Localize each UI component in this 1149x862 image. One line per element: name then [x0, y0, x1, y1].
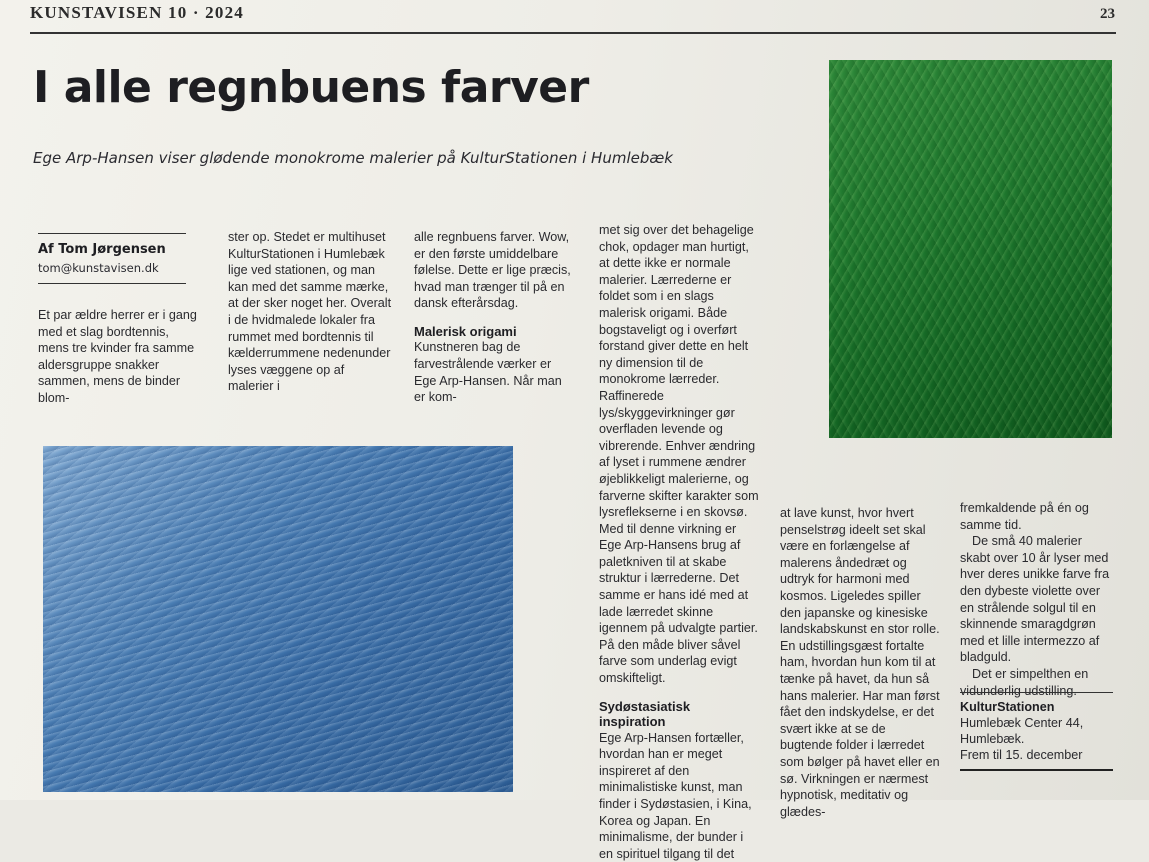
paragraph: Det er simpelthen en vidunderlig udstilling. — [960, 666, 1089, 698]
paragraph: met sig over det behagelige chok, opdager man hurtigt, at dette ikke er normale malerier. Lærrederne er foldet som i en slags malerisk origami. Både bogstaveligt og i overført forstand giver dette en helt ny dimension til de monokrome lærreder. Raffinerede lys/skyggevirkninger gør overfladen levende og vibrerende. Enhver ændring af lyset i rummene ændrer øjeblikkeligt malerierne, og farverne skifter karakter som lysreflekserne i en skovsø. Med til denne virkning er Ege Arp-Hansens brug af paletkniven til at skabe struktur i lærrederne. Det samme er hans idé med at lade lærredet skinne igennem på udvalgte partier. På den måde bliver såvel farve som underlag evigt omskifteligt. — [599, 223, 759, 686]
paragraph: at lave kunst, hvor hvert penselstrøg ideelt set skal være en forlængelse af malerens åndedræt og udtryk for harmoni med kosmos. Ligeledes spiller den japanske og kinesiske landskabskunst en stor rolle. En udstillingsgæst fortalte ham, hvordan hun kom til at tænke på havet, da hun så hans malerier. Har man først fået den indskydelse, er det svært ikke at se de bugtende folder i lærredet som bølger på havet eller en sø. Virkningen er nærmest hypnotisk, meditativ og glædes- — [780, 506, 940, 819]
author-name: Af Tom Jørgensen — [38, 242, 166, 257]
column-6 — [960, 500, 1115, 699]
paragraph: Ege Arp-Hansen fortæller, hvordan han er meget inspireret af den minimalistiske kunst, man finder i Sydøstasien, i Kina, Korea og Japan. En minimalisme, der bunder i en spirituel tilgang til det — [599, 730, 752, 861]
venue-address-line1: Humlebæk Center 44, — [960, 716, 1084, 730]
paragraph: ster op. Stedet er multihuset KulturStationen i Humlebæk lige ved stationen, og man kan med det samme mærke, at der sker noget her. Overalt i de hvidmalede lokaler fra rummet med bordtennis til kælderrummene nedenunder lyses væggene op af malerier i — [228, 230, 392, 394]
venue-name: KulturStationen — [960, 700, 1055, 714]
column-3 — [414, 229, 576, 406]
green-painting-image — [829, 60, 1112, 438]
page-number: 23 — [1100, 6, 1115, 22]
column-4 — [599, 222, 759, 862]
top-rule — [30, 32, 1116, 34]
author-email: tom@kunstavisen.dk — [38, 261, 159, 275]
column-1 — [38, 307, 198, 407]
paragraph: fremkaldende på én og samme tid. — [960, 501, 1089, 532]
paragraph: Et par ældre herrer er i gang med et slag bordtennis, mens tre kvinder fra samme aldersgruppe snakker sammen, mens de binder blom- — [38, 308, 197, 405]
column-2 — [228, 229, 392, 395]
paragraph: Kunstneren bag de farvestrålende værker er Ege Arp-Hansen. Når man er kom- — [414, 340, 562, 405]
publication-masthead: KUNSTAVISEN 10 · 2024 — [30, 3, 244, 22]
section-heading: Sydøstasiatisk inspiration — [599, 698, 691, 730]
article-subhead: Ege Arp-Hansen viser glødende monokrome malerier på KulturStationen i Humlebæk — [33, 149, 673, 167]
blue-painting-image — [43, 446, 513, 792]
section-heading: Malerisk origami — [414, 323, 517, 339]
article-headline: I alle regnbuens farver — [33, 62, 589, 113]
paragraph: alle regnbuens farver. Wow, er den første umiddelbare følelse. Dette er lige præcis, hvad man trænger til på en dansk efterårsdag. — [414, 230, 571, 311]
exhibition-infobox — [960, 692, 1113, 771]
paragraph: De små 40 malerier skabt over 10 år lyser med hver deres unikke farve fra den dybeste violette over en strålende solgul til en skinnende smaragdgrøn med et lille intermezzo af bladguld. — [960, 534, 1110, 665]
venue-address-line2: Humlebæk. — [960, 732, 1025, 746]
exhibition-dates: Frem til 15. december — [960, 748, 1083, 762]
byline — [38, 233, 186, 284]
column-5 — [780, 505, 940, 820]
